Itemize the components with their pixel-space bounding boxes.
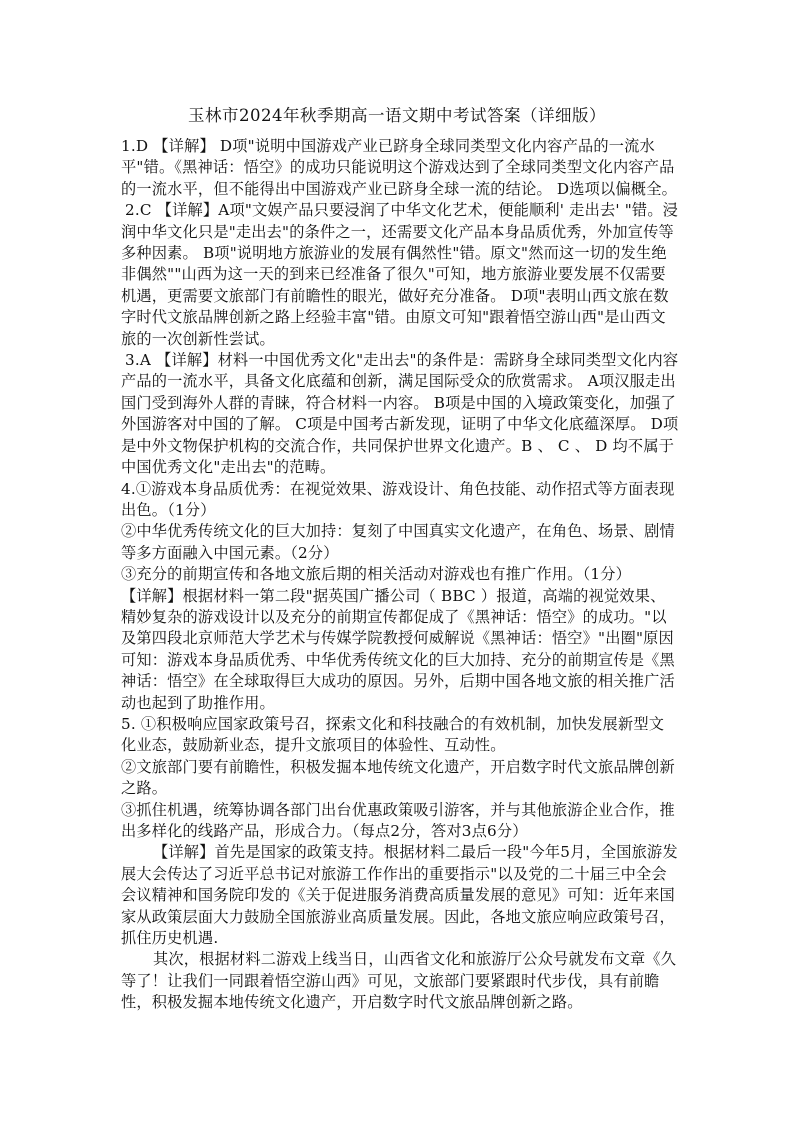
answer-q5-point-3: ③抓住机遇，统筹协调各部门出台优惠政策吸引游客，并与其他旅游企业合作，推出多样化的线路产品，形成合力。（每点2分，答对3点6分） [121, 800, 675, 840]
answer-body [121, 136, 679, 1014]
answer-q3: 3.A 【详解】材料一中国优秀文化"走出去"的条件是：需跻身全球同类型文化内容产品的一流水平，具备文化底蕴和创新，满足国际受众的欣赏需求。 A项汉服走出国门受到海外人群的青睐，符合材料一内容。 B项是中国的入境政策变化，加强了外国游客对中国的了解。 C项是中国考古新发现，证明了中华文化底蕴深厚。 D项是中外文物保护机构的交流合作，共同保护世界文化遗产。B 、 C 、 D 均不属于中国优秀文化"走出去"的范畴。 [121, 351, 679, 477]
answer-q4-point-1: 4.①游戏本身品质优秀：在视觉效果、游戏设计、角色技能、动作招式等方面表现出色。（1分） [121, 479, 675, 519]
answer-q2: 2.C 【详解】A项"文娱产品只要浸润了中华文化艺术，便能顺利' 走出去' "错。浸润中华文化只是"走出去"的条件之一，还需要文化产品本身品质优秀，外加宣传等多种因素。 B项"说明地方旅游业的发展有偶然性"错。原文"然而这一切的发生绝非偶然""山西为这一天的到来已经准备了很久"可知，地方旅游业要发展不仅需要机遇，更需要文旅部门有前瞻性的眼光，做好充分准备。 D项"表明山西文旅在数字时代文旅品牌创新之路上经验丰富"错。由原文可知"跟着悟空游山西"是山西文旅的一次创新性尝试。 [121, 201, 679, 348]
answer-q5-point-1: 5. ①积极响应国家政策号召，探索文化和科技融合的有效机制，加快发展新型文化业态，鼓励新业态，提升文旅项目的体验性、互动性。 [121, 714, 665, 755]
answer-q4-point-2: ②中华优秀传统文化的巨大加持：复刻了中国真实文化遗产，在角色、场景、剧情等多方面融入中国元素。（2分） [121, 522, 675, 562]
answer-q5-explanation-2: 其次，根据材料二游戏上线当日，山西省文化和旅游厅公众号就发布文章《久等了！让我们一同跟着悟空游山西》可见，文旅部门要紧跟时代步伐，具有前瞻性，积极发掘本地传统文化遗产，开启数字时代文旅品牌创新之路。 [121, 950, 677, 1012]
answer-q4-explanation: 【详解】根据材料一第二段"据英国广播公司（ BBC ）报道，高端的视觉效果、精妙复杂的游戏设计以及充分的前期宣传都促成了《黑神话：悟空》的成功。"以及第四段北京师范大学艺术与传媒学院教授何威解说《黑神话：悟空》"出圈"原因可知：游戏本身品质优秀、中华优秀传统文化的巨大加持、充分的前期宣传是《黑神话：悟空》在全球取得巨大成功的原因。另外，后期中国各地文旅的相关推广活动也起到了助推作用。 [121, 586, 675, 712]
answer-q5-explanation: 【详解】首先是国家的政策支持。根据材料二最后一段"今年5月，全国旅游发展大会传达了习近平总书记对旅游工作作出的重要指示"以及党的二十届三中全会会议精神和国务院印发的《关于促进服务消费高质量发展的意见》可知：近年来国家从政策层面大力鼓励全国旅游业高质量发展。因此，各地文旅应响应政策号召，抓住历史机遇. [121, 843, 678, 948]
answer-q5-point-2: ②文旅部门要有前瞻性，积极发掘本地传统文化遗产，开启数字时代文旅品牌创新之路。 [121, 757, 675, 798]
answer-q1: 1.D 【详解】 D项"说明中国游戏产业已跻身全球同类型文化内容产品的一流水平"错。《黑神话：悟空》的成功只能说明这个游戏达到了全球同类型文化内容产品的一流水平，但不能得出中国游戏产业已跻身全球一流的结论。 D选项以偏概全。 [121, 137, 677, 198]
answer-q4-point-3: ③充分的前期宣传和各地文旅后期的相关活动对游戏也有推广作用。（1分） [121, 565, 632, 584]
page-title: 玉林市2024年秋季期高一语文期中考试答案（详细版） [188, 106, 606, 125]
